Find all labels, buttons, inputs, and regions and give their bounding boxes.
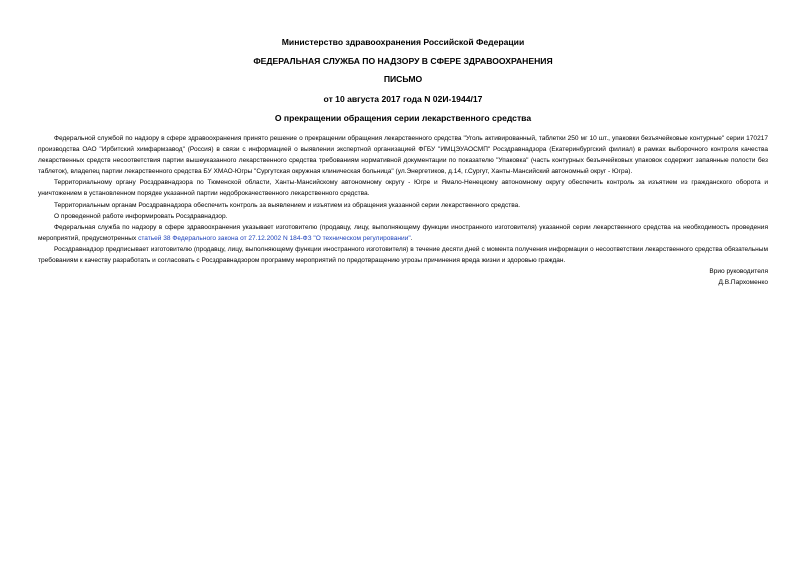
law-reference-link[interactable]: статьей 38 Федерального закона от 27.12.2002 N 184-ФЗ "О техническом регулировании" [138,234,411,242]
paragraph-decision: Федеральной службой по надзору в сфере здравоохранения принято решение о прекращении обращения лекарственного средства "Уголь активированный, таблетки 250 мг 10 шт., упаковки безъячейковые контурные" серии 170217 производства ОАО "Ирбитский химфармзавод" (Россия) в связи с информацией о выявлении экспертной организацией ФГБУ "ИМЦЭУАОСМП" Росздравнадзора (Екатеринбургский филиал) в рамках выборочного контроля качества лекарственных средств несоответствия партии вышеуказанного лекарственного средства требованиям нормативной документации по показателю "Упаковка" (часть контурных безъячейковых упаковок содержит запаянные полости без таблеток), владелец партии лекарственного средства БУ ХМАО-Югры "Сургутская окружная клиническая больница" (ул.Энергетиков, д.14, г.Сургут, Ханты-Мансийский автономный округ - Югра). [38,135,768,176]
service-title: ФЕДЕРАЛЬНАЯ СЛУЖБА ПО НАДЗОРУ В СФЕРЕ ЗДРАВООХРАНЕНИЯ [253,56,553,66]
paragraph-manufacturer [38,222,768,244]
document-subject: О прекращении обращения серии лекарственного средства [274,113,532,123]
paragraph-prescription: Росздравнадзор предписывает изготовителю (продавцу, лицу, выполняющему функции иностранного изготовителя) в течение десяти дней с момента получения информации о несоответствии лекарственного средства обязательным требованиям к качеству разработать и согласовать с Росздравнадзором программу мероприятий по предотвращению угрозы причинения вреда жизни и здоровью граждан. [38,245,768,265]
ministry-title: Министерство здравоохранения Российской Федерации [281,37,525,47]
date-number: от 10 августа 2017 года N 02И-1944/17 [323,94,483,104]
document-body [38,133,768,288]
paragraph-territorial-tyumen: Территориальному органу Росздравнадзора по Тюменской области, Ханты-Мансийскому автономному округу - Югре и Ямало-Ненецкому автономному округу обеспечить контроль за изъятием из гражданского оборота и уничтожением в установленном порядке указанной партии недоброкачественного лекарственного средства. [38,179,768,198]
document-type: ПИСЬМО [383,74,423,84]
signature-position: Врио руководителя [709,268,768,276]
paragraph-manufacturer-text: Федеральная служба по надзору в сфере здравоохранения указывает изготовителю (продавцу, лицу, выполняющему функции иностранного изготовителя) указанной серии лекарственного средства на необходимость проведения мероприятий, предусмотренных [38,223,768,242]
paragraph-manufacturer-end: . [410,234,413,242]
paragraph-territorial-all: Территориальным органам Росздравнадзора обеспечить контроль за выявлением и изъятием из обращения указанной серии лекарственного средства. [54,201,521,209]
signature-name: Д.В.Пархоменко [718,279,768,287]
paragraph-inform: О проведенной работе информировать Росздравнадзор. [54,212,228,220]
